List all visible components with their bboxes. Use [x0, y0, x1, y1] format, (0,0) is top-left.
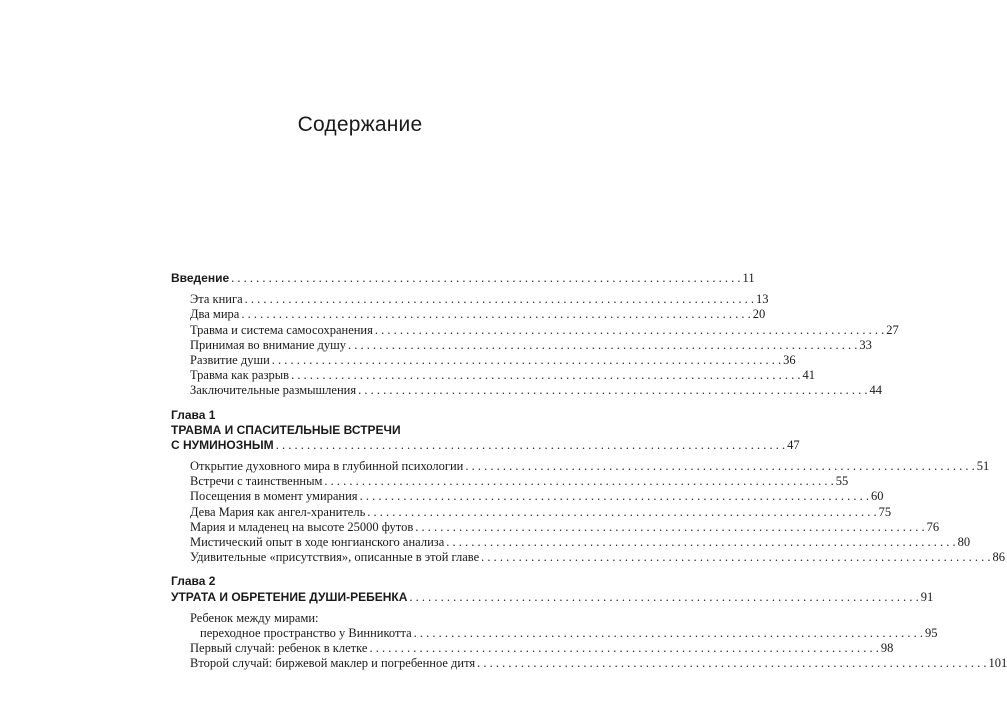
page-number: 51	[976, 459, 990, 474]
toc-entry[interactable]	[171, 292, 769, 307]
toc-entry-label: Эта книга	[190, 292, 243, 307]
toc-entry[interactable]	[171, 352, 796, 368]
toc-entry-label: Развитие души	[190, 352, 270, 367]
toc-entry[interactable]	[171, 307, 766, 322]
toc-entry[interactable]	[171, 322, 899, 338]
page-number: 47	[787, 437, 800, 452]
toc-entry-intro[interactable]	[171, 271, 755, 286]
page-number: 27	[886, 322, 899, 337]
leader-dots	[477, 656, 986, 671]
leader-dots	[369, 641, 878, 656]
leader-dots	[367, 505, 876, 520]
leader-dots	[358, 383, 867, 398]
leader-dots	[276, 438, 785, 453]
toc-entry-label: Встречи с таинственным	[190, 474, 323, 489]
toc-entry[interactable]	[171, 368, 815, 383]
toc-entry[interactable]	[171, 535, 971, 550]
page-number: 41	[802, 368, 815, 383]
page-number: 98	[880, 641, 894, 656]
page-number: 95	[925, 625, 938, 640]
toc-entry-label: Заключительные размышления	[190, 383, 357, 398]
toc-heading-intro: Введение	[171, 271, 230, 285]
leader-dots	[481, 550, 990, 565]
leader-dots	[245, 292, 754, 307]
leader-dots	[375, 323, 884, 338]
page-number: 20	[752, 307, 766, 322]
toc-entry[interactable]	[171, 625, 938, 641]
toc-entry-label: Удивительные «присутствия», описанные в этой главе	[190, 550, 480, 565]
page-number: 101	[988, 656, 1007, 671]
page-number: 86	[992, 550, 1006, 565]
page-number: 44	[869, 383, 882, 398]
toc-entry-chapter-2[interactable]	[171, 589, 934, 605]
toc-entry-chapter-1[interactable]	[171, 437, 800, 453]
table-of-contents	[171, 271, 1007, 672]
toc-entry-label: Травма как разрыв	[190, 368, 290, 383]
leader-dots	[231, 271, 740, 286]
page-number: 33	[859, 337, 872, 352]
chapter-label: Глава 1	[171, 407, 216, 422]
leader-dots	[415, 520, 924, 535]
toc-entry-label: Принимая во внимание душу	[190, 337, 346, 352]
toc-entry[interactable]	[171, 504, 892, 520]
leader-dots	[291, 368, 800, 383]
toc-entry-label: Открытие духовного мира в глубинной психологии	[190, 459, 464, 474]
toc-entry[interactable]	[171, 337, 872, 353]
page-number: 75	[878, 504, 892, 519]
toc-entry[interactable]	[171, 550, 1006, 565]
page-number: 60	[870, 489, 884, 504]
chapter-title: УТРАТА И ОБРЕТЕНИЕ ДУШИ-РЕБЕНКА	[171, 589, 408, 604]
chapter-title[interactable]: ТРАВМА И СПАСИТЕЛЬНЫЕ ВСТРЕЧИ	[171, 422, 401, 437]
toc-entry-label: Мистический опыт в ходе юнгианского анализа	[190, 535, 445, 549]
page-title: Содержание	[297, 113, 423, 136]
toc-entry[interactable]	[171, 489, 884, 504]
page-number: 91	[920, 589, 934, 604]
toc-entry[interactable]	[171, 519, 940, 535]
leader-dots	[360, 489, 869, 504]
toc-entry[interactable]	[171, 383, 882, 398]
toc-entry[interactable]	[171, 459, 990, 474]
toc-entry-label: Первый случай: ребенок в клетке	[190, 641, 368, 656]
toc-entry[interactable]	[171, 641, 894, 656]
toc-entry-label: переходное пространство у Винникотта	[200, 625, 412, 640]
toc-entry-label: Мария и младенец на высоте 25000 футов	[190, 519, 414, 534]
chapter-title: С НУМИНОЗНЫМ	[171, 437, 274, 452]
leader-dots	[348, 338, 857, 353]
leader-dots	[324, 474, 833, 489]
toc-entry-label: Посещения в момент умирания	[190, 489, 358, 504]
chapter-label: Глава 2	[171, 574, 216, 589]
leader-dots	[414, 626, 923, 641]
toc-entry[interactable]	[171, 474, 849, 489]
leader-dots	[465, 459, 974, 474]
leader-dots	[241, 307, 750, 322]
page-number: 36	[783, 352, 796, 367]
toc-entry[interactable]	[171, 656, 1007, 671]
toc-entry-label: Второй случай: биржевой маклер и погребенное дитя	[190, 656, 476, 671]
toc-entry-label: Два мира	[190, 307, 240, 322]
page-number: 76	[926, 519, 940, 534]
toc-entry-label: Дева Мария как ангел-хранитель	[190, 504, 366, 519]
leader-dots	[446, 535, 955, 550]
page-number: 80	[957, 535, 971, 549]
page-number: 11	[742, 271, 755, 285]
page-number: 55	[835, 474, 849, 489]
page-number: 13	[756, 292, 769, 307]
toc-entry-label[interactable]: Ребенок между мирами:	[190, 610, 319, 625]
leader-dots	[272, 353, 781, 368]
toc-entry-label: Травма и система самосохранения	[190, 322, 373, 337]
leader-dots	[409, 590, 918, 605]
